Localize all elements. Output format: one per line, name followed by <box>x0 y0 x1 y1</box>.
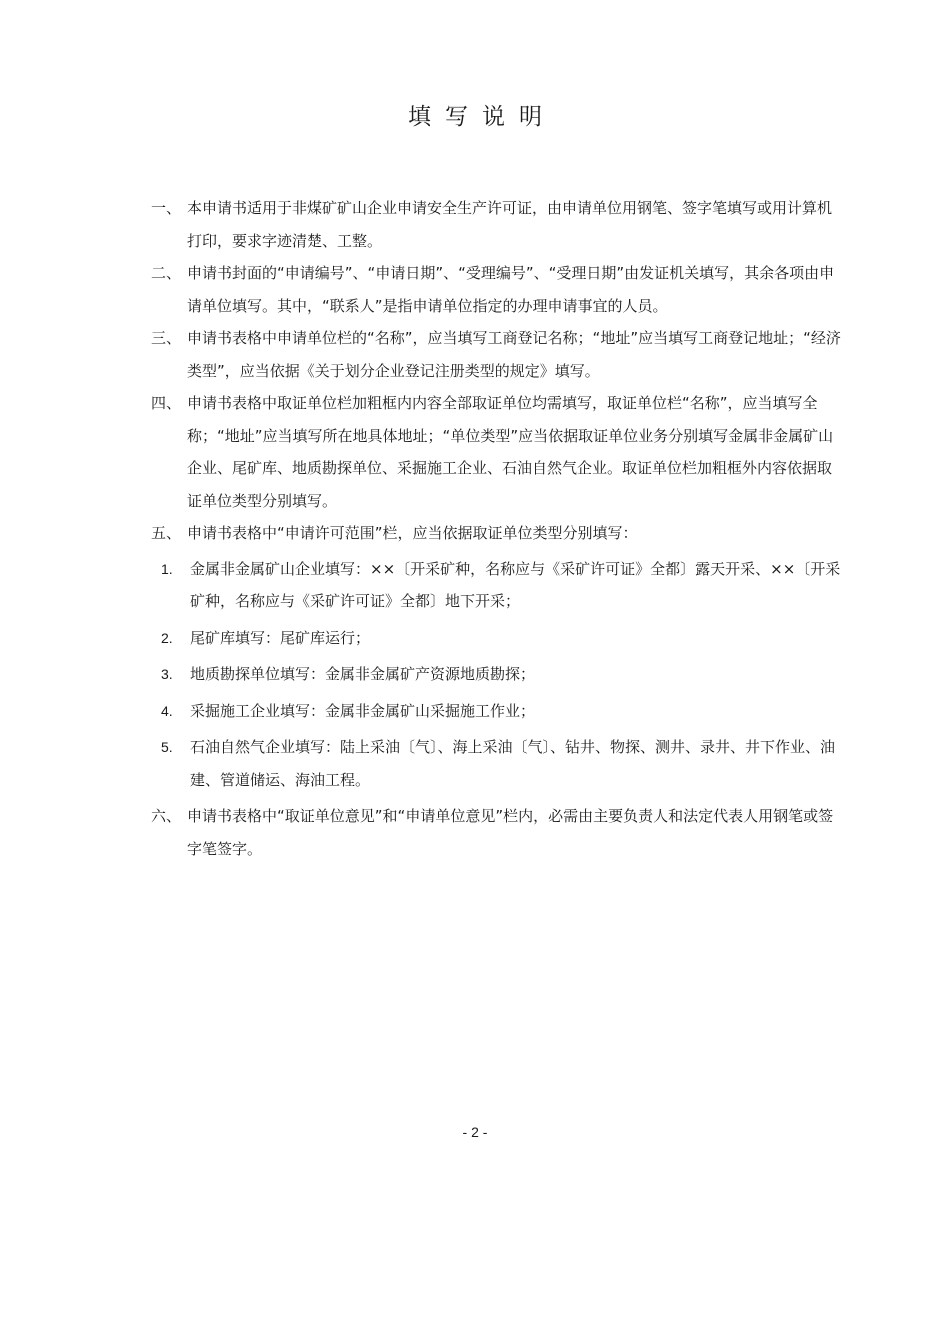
page-number: - 2 - <box>462 1124 488 1140</box>
sub-item-3 <box>151 658 841 691</box>
sub-item-number: 4. <box>161 702 173 719</box>
item-text: 本申请书适用于非煤矿矿山企业申请安全生产许可证，由申请单位用钢笔、签字笔填写或用计算机打印，要求字迹清楚、工整。 <box>187 199 833 250</box>
item-marker: 二、 <box>151 264 182 282</box>
sub-item-number: 2. <box>161 629 173 646</box>
instruction-item-6 <box>151 800 841 865</box>
sub-item-4 <box>151 695 841 728</box>
instruction-item-4 <box>151 387 841 517</box>
sub-item-number: 5. <box>161 739 173 755</box>
instruction-item-1 <box>151 192 841 257</box>
item-text: 申请书表格中申请单位栏的“名称”，应当填写工商登记名称；“地址”应当填写工商登记地址；“经济类型”，应当依据《关于划分企业登记注册类型的规定》填写。 <box>187 329 841 380</box>
sub-item-1 <box>151 553 841 618</box>
item-text: 申请书表格中“申请许可范围”栏，应当依据取证单位类型分别填写： <box>187 524 638 542</box>
sub-item-5 <box>151 731 841 796</box>
item-marker: 三、 <box>151 329 182 347</box>
instruction-item-2 <box>151 257 841 322</box>
item-text: 申请书封面的“申请编号”、“申请日期”、“受理编号”、“受理日期”由发证机关填写，其余各项由申请单位填写。其中，“联系人”是指申请单位指定的办理申请事宜的人员。 <box>187 264 835 315</box>
scope-sub-list <box>151 553 841 797</box>
page-title: 填写说明 <box>408 104 556 130</box>
sub-item-text: 石油自然气企业填写：陆上采油〔气〕、海上采油〔气〕、钻井、物探、测井、录井、井下作业、油建、管道储运、海油工程。 <box>190 738 836 789</box>
instruction-item-3 <box>151 322 841 387</box>
sub-item-text: 地质勘探单位填写：金属非金属矿产资源地质勘探； <box>190 665 536 683</box>
item-marker: 四、 <box>151 394 182 412</box>
item-marker: 一、 <box>151 199 182 217</box>
item-text: 申请书表格中取证单位栏加粗框内内容全部取证单位均需填写，取证单位栏“名称”，应当填写全称；“地址”应当填写所在地具体地址；“单位类型”应当依据取证单位业务分别填写金属非金属矿山企业、尾矿库、地质勘探单位、采掘施工企业、石油自然气企业。取证单位栏加粗框外内容依据取证单位类型分别填写。 <box>187 394 834 510</box>
item-text: 申请书表格中“取证单位意见”和“申请单位意见”栏内，必需由主要负责人和法定代表人用钢笔或签字笔签字。 <box>187 807 834 858</box>
item-marker: 五、 <box>151 524 182 542</box>
instruction-item-5 <box>151 517 841 550</box>
item-marker: 六、 <box>151 807 182 825</box>
sub-item-number: 3. <box>161 666 173 682</box>
instructions-body <box>151 192 841 865</box>
sub-item-number: 1. <box>161 560 173 577</box>
sub-item-text: 金属非金属矿山企业填写：××〔开采矿种，名称应与《采矿许可证》全都〕露天开采、××〔开采矿种，名称应与《采矿许可证》全都〕地下开采； <box>190 559 841 610</box>
sub-item-text: 尾矿库填写：尾矿库运行； <box>190 628 371 647</box>
sub-item-text: 采掘施工企业填写：金属非金属矿山采掘施工作业； <box>190 701 536 720</box>
sub-item-2 <box>151 622 841 655</box>
